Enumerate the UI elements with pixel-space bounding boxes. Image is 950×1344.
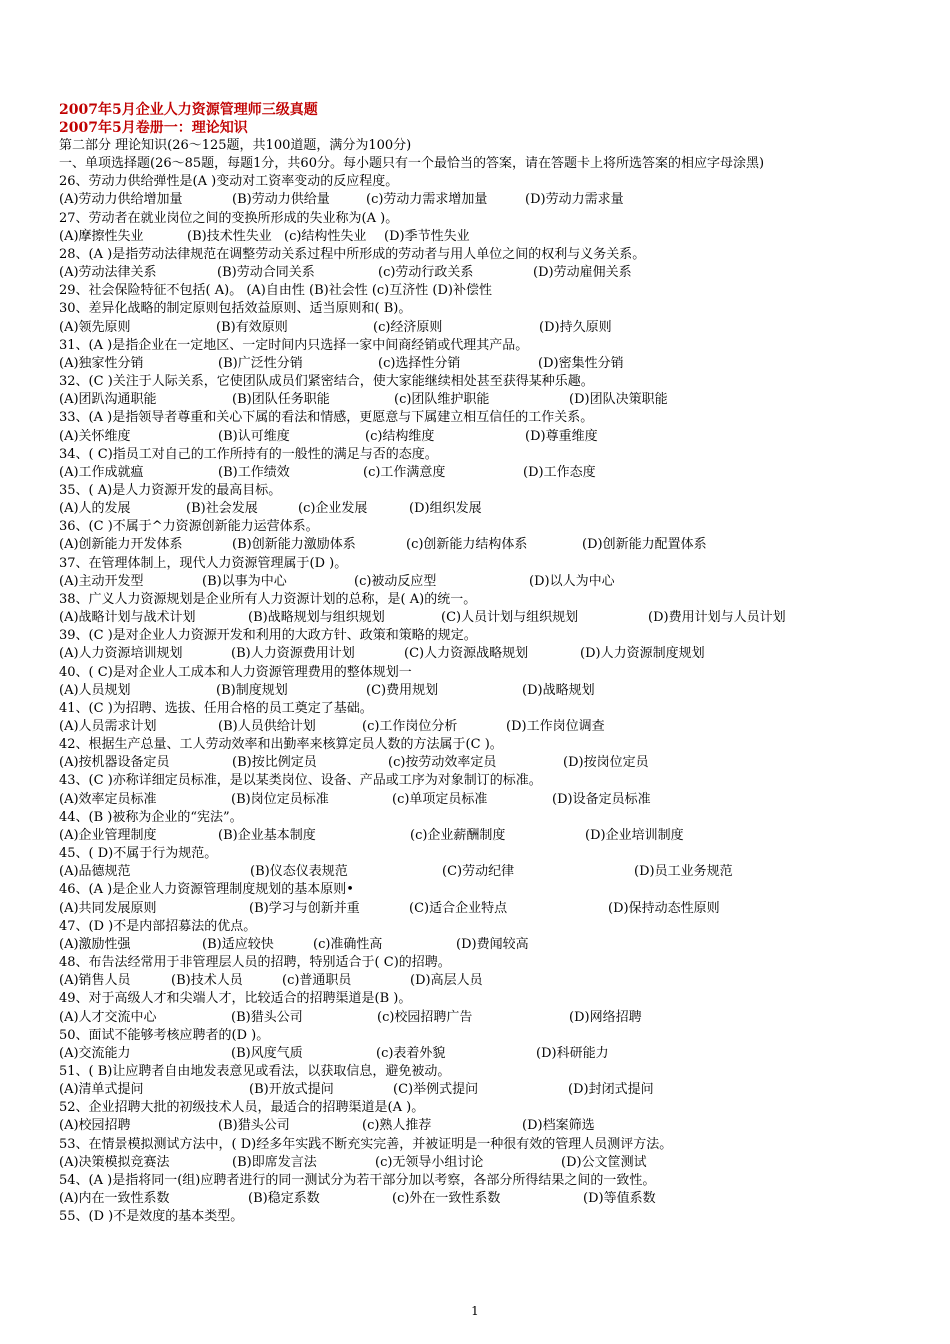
answer-option: (C)人力资源战略规划: [404, 646, 529, 662]
answer-option: (D)劳动力需求量: [525, 192, 624, 208]
answer-option: (A)人才交流中心: [59, 1009, 157, 1025]
answer-options: [59, 1190, 899, 1208]
question-text: 32、(C )关注于人际关系，它使团队成员们紧密结合，使大家能继续相处甚至获得某种乐趣。: [59, 374, 594, 390]
answer-option: (A)激励性强: [59, 936, 131, 952]
answer-options: [59, 191, 899, 209]
question-text: 27、劳动者在就业岗位之间的变换所形成的失业称为(A )。: [59, 210, 399, 226]
question-text: 34、( C)指员工对自己的工作所持有的一般性的满足与否的态度。: [59, 446, 438, 462]
answer-option: (A)品德规范: [59, 864, 131, 880]
question-text: 45、( D)不属于行为规范。: [59, 846, 218, 862]
answer-option: (A)创新能力开发体系: [59, 537, 183, 553]
question-text: 51、( B)让应聘者自由地发表意见或看法，以获取信息，避免被动。: [59, 1063, 451, 1079]
answer-option: (D)以人为中心: [529, 573, 615, 589]
answer-options: [59, 464, 899, 482]
section-instructions: 一、单项选择题(26～85题，每题1分，共60分。每小题只有一个最恰当的答案，请在答题卡上将所选答案的相应字母涂黑): [59, 156, 765, 172]
answer-option: (D)持久原则: [539, 319, 612, 335]
answer-option: (A)决策模拟竞赛法: [59, 1154, 170, 1170]
answer-option: (c)经济原则: [373, 319, 443, 335]
answer-option: (A)效率定员标准: [59, 791, 157, 807]
answer-option: (A)销售人员: [59, 973, 131, 989]
answer-options: [59, 827, 899, 845]
answer-options: [59, 1117, 899, 1135]
answer-option: (c)工作满意度: [363, 464, 446, 480]
answer-option: (D)密集性分销: [538, 355, 624, 371]
answer-option: (c)劳动力需求增加量: [366, 192, 488, 208]
answer-options: [59, 500, 899, 518]
question-list: [59, 173, 899, 1226]
answer-option: (A)关怀维度: [59, 428, 131, 444]
answer-option: (B)人力资源费用计划: [231, 646, 355, 662]
answer-option: (A)劳动力供给增加量: [59, 192, 183, 208]
answer-option: (B)仪态仪表规范: [250, 864, 348, 880]
answer-option: (c)熟人推荐: [362, 1118, 432, 1134]
answer-option: (B)猎头公司: [231, 1009, 303, 1025]
question-text: 55、(D )不是效度的基本类型。: [59, 1209, 244, 1225]
question-text: 29、社会保险特征不包括( A)。 (A)自由性 (B)社会性 (c)互济性 (D)补偿性: [59, 283, 492, 299]
answer-option: (c)被动反应型: [354, 573, 437, 589]
answer-option: (c)无领导小组讨论: [375, 1154, 484, 1170]
answer-option: (C)适合企业特点: [409, 900, 508, 916]
answer-option: (A)按机器设备定员: [59, 755, 170, 771]
answer-option: (B)人员供给计划: [218, 719, 316, 734]
answer-option: (B)企业基本制度: [218, 827, 316, 843]
answer-option: (D)网络招聘: [569, 1009, 642, 1025]
answer-options: [59, 536, 899, 554]
answer-option: (D)创新能力配置体系: [582, 537, 707, 553]
answer-option: (C)劳动纪律: [442, 864, 515, 880]
answer-option: (D)费用计划与人员计划: [648, 610, 786, 626]
answer-option: (c)外在一致性系数: [392, 1191, 501, 1207]
answer-option: (D)科研能力: [536, 1045, 609, 1061]
question-text: 31、(A )是指企业在一定地区、一定时间内只选择一家中间商经销或代理其产品。: [59, 337, 529, 353]
answer-option: (B)战略规划与组织规划: [248, 610, 385, 626]
answer-option: (D)企业培训制度: [585, 827, 684, 843]
answer-option: (D)按岗位定员: [563, 755, 649, 771]
answer-option: (c)校园招聘广告: [377, 1009, 473, 1025]
question-text: 44、(B )被称为企业的“宪法”。: [59, 809, 243, 825]
answer-option: (A)共同发展原则: [59, 900, 157, 916]
answer-option: (B)学习与创新并重: [249, 900, 360, 916]
answer-option: (A)人员规划: [59, 682, 131, 698]
answer-option: (B)适应较快: [202, 936, 274, 952]
section-heading: 第二部分 理论知识(26～125题，共100道题，满分为100分): [59, 138, 412, 153]
answer-option: (D)费闻较高: [456, 936, 529, 952]
document-title: 2007年5月企业人力资源管理师三级真题: [59, 102, 318, 118]
answer-option: (A)校园招聘: [59, 1118, 131, 1134]
answer-option: (C)举例式提问: [393, 1082, 479, 1098]
answer-option: (D)战略规划: [522, 682, 595, 698]
answer-options: [59, 900, 899, 918]
answer-options: [59, 1009, 899, 1027]
answer-option: (c)普通职员: [282, 973, 352, 989]
answer-option: (D)团队决策职能: [569, 392, 668, 408]
answer-option: (D)工作岗位调查: [506, 719, 605, 734]
question-text: 38、广义人力资源规划是企业所有人力资源计划的总称，是( A)的统一。: [59, 591, 477, 607]
answer-options: [59, 264, 899, 282]
answer-option: (C)费用规划: [366, 682, 439, 698]
question-text: 42、根据生产总量、工人劳动效率和出勤率来核算定员人数的方法属于(C )。: [59, 737, 503, 753]
answer-option: (A)领先原则: [59, 319, 131, 335]
answer-option: (D)等值系数: [583, 1191, 656, 1207]
question-text: 28、(A )是指劳动法律规范在调整劳动关系过程中所形成的劳动者与用人单位之间的权利与义务关系。: [59, 246, 646, 262]
answer-option: (D)组织发展: [409, 501, 482, 517]
answer-options: [59, 428, 899, 446]
answer-option: (B)稳定系数: [248, 1191, 320, 1207]
question-text: 35、( A)是人力资源开发的最高目标。: [59, 482, 282, 498]
answer-options: [59, 228, 899, 246]
answer-option: (c)结构性失业: [284, 228, 367, 244]
answer-options: [59, 1081, 899, 1099]
answer-option: (B)劳动合同关系: [217, 265, 315, 281]
answer-option: (B)劳动力供给量: [232, 192, 330, 208]
answer-option: (D)员工业务规范: [634, 864, 733, 880]
answer-option: (B)团队任务职能: [232, 392, 330, 408]
answer-option: (A)工作成就瘟: [59, 464, 144, 480]
answer-option: (D)封闭式提问: [568, 1082, 654, 1098]
answer-option: (B)按比例定员: [232, 755, 317, 771]
answer-options: [59, 1045, 899, 1063]
answer-option: (c)选择性分销: [378, 355, 461, 371]
answer-option: (B)技术性失业: [187, 228, 272, 244]
answer-option: (A)战略计划与战术计划: [59, 610, 196, 626]
question-text: 40、( C)是对企业人工成本和人力资源管理费用的整体规划一: [59, 664, 412, 680]
answer-options: [59, 645, 899, 663]
question-text: 52、企业招聘大批的初级技术人员，最适合的招聘渠道是(A )。: [59, 1100, 425, 1116]
answer-option: (c)表着外貌: [376, 1045, 446, 1061]
question-text: 54、(A )是指将同一(组)应聘者进行的同一测试分为若干部分加以考察，各部分所得结果之间的一致性。: [59, 1172, 656, 1188]
document-page: [59, 101, 899, 1226]
question-text: 41、(C )为招聘、选拔、任用合格的员工奠定了基础。: [59, 700, 373, 716]
answer-options: [59, 682, 899, 700]
answer-options: [59, 319, 899, 337]
answer-option: (c)创新能力结构体系: [406, 537, 528, 553]
answer-options: [59, 791, 899, 809]
answer-option: (A)团趴沟通职能: [59, 392, 157, 408]
answer-option: (A)内在一致性系数: [59, 1191, 170, 1207]
answer-option: (A)交流能力: [59, 1045, 131, 1061]
question-text: 48、布告法经常用于非管理层人员的招聘，特别适合于( C)的招聘。: [59, 955, 451, 971]
question-text: 30、差异化战略的制定原则包括效益原则、适当原则和( B)。: [59, 301, 412, 317]
answer-option: (c)工作岗位分析: [362, 719, 458, 734]
answer-option: (B)以事为中心: [202, 573, 287, 589]
answer-option: (A)主动开发型: [59, 573, 144, 589]
answer-option: (D)季节性失业: [384, 228, 470, 244]
answer-option: (A)清单式提问: [59, 1082, 144, 1098]
answer-option: (B)创新能力激励体系: [232, 537, 356, 553]
document-subtitle: 2007年5月卷册一：理论知识: [59, 120, 248, 136]
answer-option: (c)单项定员标准: [392, 791, 488, 807]
question-text: 37、在管理体制上，现代人力资源管理属于(D )。: [59, 555, 348, 571]
answer-option: (D)尊重维度: [525, 428, 598, 444]
answer-option: (c)结构维度: [365, 428, 435, 444]
question-text: 43、(C )亦称详细定员标准，是以某类岗位、设备、产品或工序为对象制订的标准。: [59, 773, 542, 789]
answer-options: [59, 863, 899, 881]
answer-option: (D)保持动态性原则: [608, 900, 720, 916]
answer-option: (A)劳动法律关系: [59, 265, 157, 281]
answer-option: (B)有效原则: [216, 319, 288, 335]
answer-option: (c)劳动行政关系: [378, 265, 474, 281]
answer-option: (D)工作态度: [523, 464, 596, 480]
question-text: 49、对于高级人才和尖端人才，比较适合的招聘渠道是(B )。: [59, 991, 412, 1007]
question-text: 39、(C )是对企业人力资源开发和利用的大政方针、政策和策略的规定。: [59, 628, 477, 644]
answer-option: (A)企业管理制度: [59, 827, 157, 843]
answer-option: (B)风度气质: [231, 1045, 303, 1061]
answer-option: (B)工作绩效: [218, 464, 290, 480]
answer-option: (A)摩擦性失业: [59, 228, 144, 244]
answer-option: (B)技术人员: [171, 973, 243, 989]
answer-options: [59, 718, 899, 736]
answer-options: [59, 1154, 899, 1172]
question-text: 36、(C )不属于^力资源创新能力运营体系。: [59, 519, 319, 535]
answer-option: (D)档案筛选: [522, 1118, 595, 1134]
answer-options: [59, 609, 899, 627]
answer-option: (A)人员需求计划: [59, 719, 157, 734]
question-text: 26、劳动力供给弹性是(A )变动对工资率变动的反应程度。: [59, 174, 399, 190]
answer-option: (B)社会发展: [186, 501, 258, 517]
answer-options: [59, 355, 899, 373]
answer-option: (c)企业发展: [298, 501, 368, 517]
answer-option: (c)准确性高: [313, 936, 383, 952]
answer-options: [59, 391, 899, 409]
answer-option: (B)认可维度: [218, 428, 290, 444]
answer-options: [59, 754, 899, 772]
page-number: 1: [471, 1304, 479, 1318]
answer-option: (D)劳动雇佣关系: [533, 265, 632, 281]
answer-option: (C)人员计划与组织规划: [441, 610, 579, 626]
answer-option: (c)企业薪酬制度: [410, 827, 506, 843]
answer-option: (B)开放式提问: [249, 1082, 334, 1098]
answer-options: [59, 573, 899, 591]
question-text: 53、在情景模拟测试方法中，( D)经多年实践不断充实完善，并被证明是一种很有效的管理人员测评方法。: [59, 1136, 673, 1152]
answer-option: (B)岗位定员标准: [231, 791, 329, 807]
answer-option: (D)设备定员标准: [552, 791, 651, 807]
answer-option: (D)高层人员: [410, 973, 483, 989]
answer-option: (B)广泛性分销: [218, 355, 303, 371]
answer-option: (B)制度规划: [216, 682, 288, 698]
answer-option: (A)人的发展: [59, 501, 131, 517]
question-text: 46、(A )是企业人力资源管理制度规划的基本原则•: [59, 882, 354, 898]
question-text: 50、面试不能够考核应聘者的(D )。: [59, 1027, 270, 1043]
answer-option: (B)即席发言法: [232, 1154, 317, 1170]
answer-option: (c)团队维护职能: [394, 392, 490, 408]
question-text: 33、(A )是指领导者尊重和关心下属的看法和情感，更愿意与下属建立相互信任的工作关系。: [59, 410, 594, 426]
question-text: 47、(D )不是内部招募法的优点。: [59, 918, 257, 934]
answer-options: [59, 972, 899, 990]
answer-option: (A)人力资源培训规划: [59, 646, 183, 662]
answer-option: (A)独家性分销: [59, 355, 144, 371]
answer-option: (c)按劳动效率定员: [388, 755, 497, 771]
answer-option: (D)公文筐测试: [561, 1154, 647, 1170]
answer-option: (B)猎头公司: [218, 1118, 290, 1134]
answer-option: (D)人力资源制度规划: [580, 646, 705, 662]
answer-options: [59, 936, 899, 954]
